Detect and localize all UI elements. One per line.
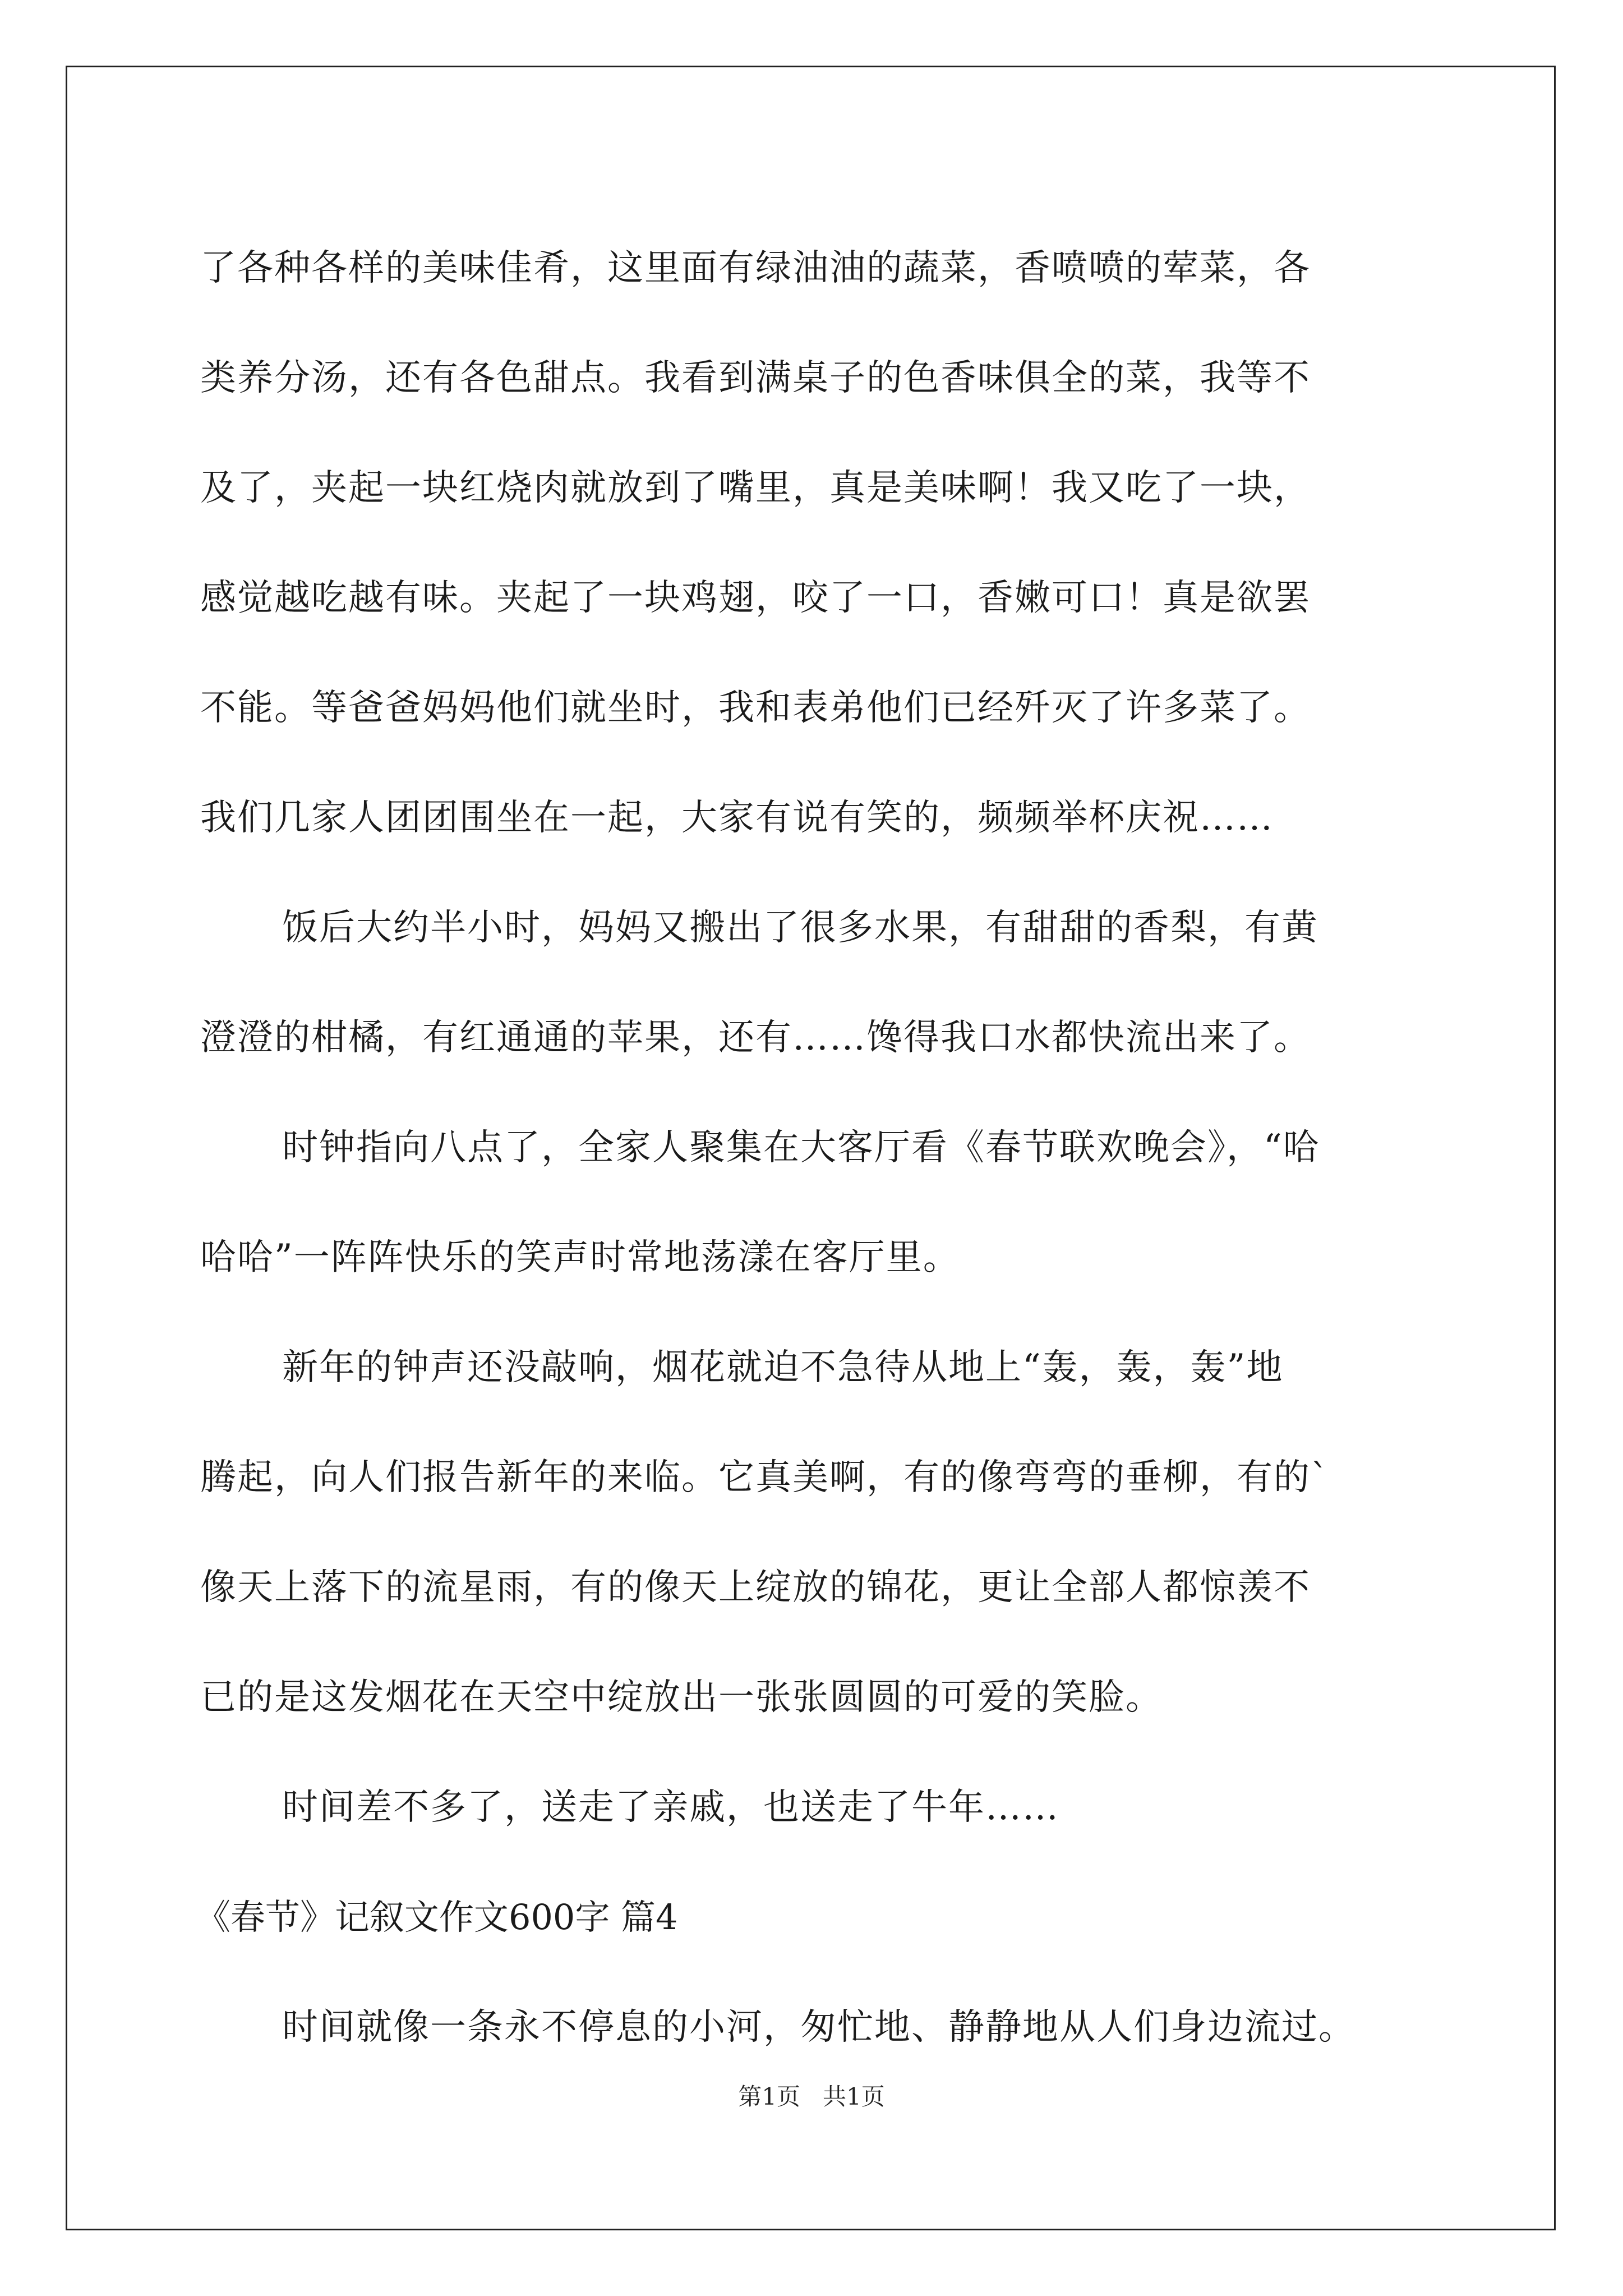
- text-line: 我们几家人团团围坐在一起，大家有说有笑的，频频举杯庆祝……: [200, 797, 1274, 839]
- text-line: 时钟指向八点了，全家人聚集在大客厅看《春节联欢晚会》，“哈: [282, 1127, 1320, 1168]
- text-line: 饭后大约半小时，妈妈又搬出了很多水果，有甜甜的香梨，有黄: [282, 907, 1318, 949]
- text-line: 澄澄的柑橘，有红通通的苹果，还有……馋得我口水都快流出来了。: [200, 1017, 1311, 1059]
- text-line: 不能。等爸爸妈妈他们就坐时，我和表弟他们已经歼灭了许多菜了。: [200, 687, 1311, 729]
- text-line: 类养分汤，还有各色甜点。我看到满桌子的色香味俱全的菜，我等不: [200, 357, 1311, 399]
- page-number-total: 共1页: [823, 2083, 885, 2110]
- text-line: 了各种各样的美味佳肴，这里面有绿油油的蔬菜，香喷喷的荤菜，各: [200, 247, 1311, 289]
- page-number-current: 第1页: [738, 2083, 800, 2110]
- text-line: 像天上落下的流星雨，有的像天上绽放的锦花，更让全部人都惊羡不: [200, 1567, 1311, 1608]
- text-line: 已的是这发烟花在天空中绽放出一张张圆圆的可爱的笑脸。: [200, 1677, 1163, 1718]
- text-line: 时间就像一条永不停息的小河，匆忙地、静静地从人们身边流过。: [282, 2007, 1355, 2048]
- document-body: [196, 213, 1423, 2082]
- text-line: 及了，夹起一块红烧肉就放到了嘴里，真是美味啊！我又吃了一块，: [200, 467, 1311, 509]
- text-line: 时间差不多了，送走了亲戚，也送走了牛年……: [282, 1787, 1059, 1828]
- text-line: 新年的钟声还没敲响，烟花就迫不急待从地上“轰，轰，轰”地: [282, 1347, 1284, 1388]
- section-heading: 《春节》记叙文作文600字 篇4: [196, 1897, 678, 1938]
- page-footer: [0, 2080, 1623, 2114]
- text-line: 感觉越吃越有味。夹起了一块鸡翅，咬了一口，香嫩可口！真是欲罢: [200, 577, 1311, 619]
- text-line: 哈哈”一阵阵快乐的笑声时常地荡漾在客厅里。: [200, 1237, 960, 1278]
- text-line: 腾起，向人们报告新年的来临。它真美啊，有的像弯弯的垂柳，有的`: [200, 1457, 1330, 1498]
